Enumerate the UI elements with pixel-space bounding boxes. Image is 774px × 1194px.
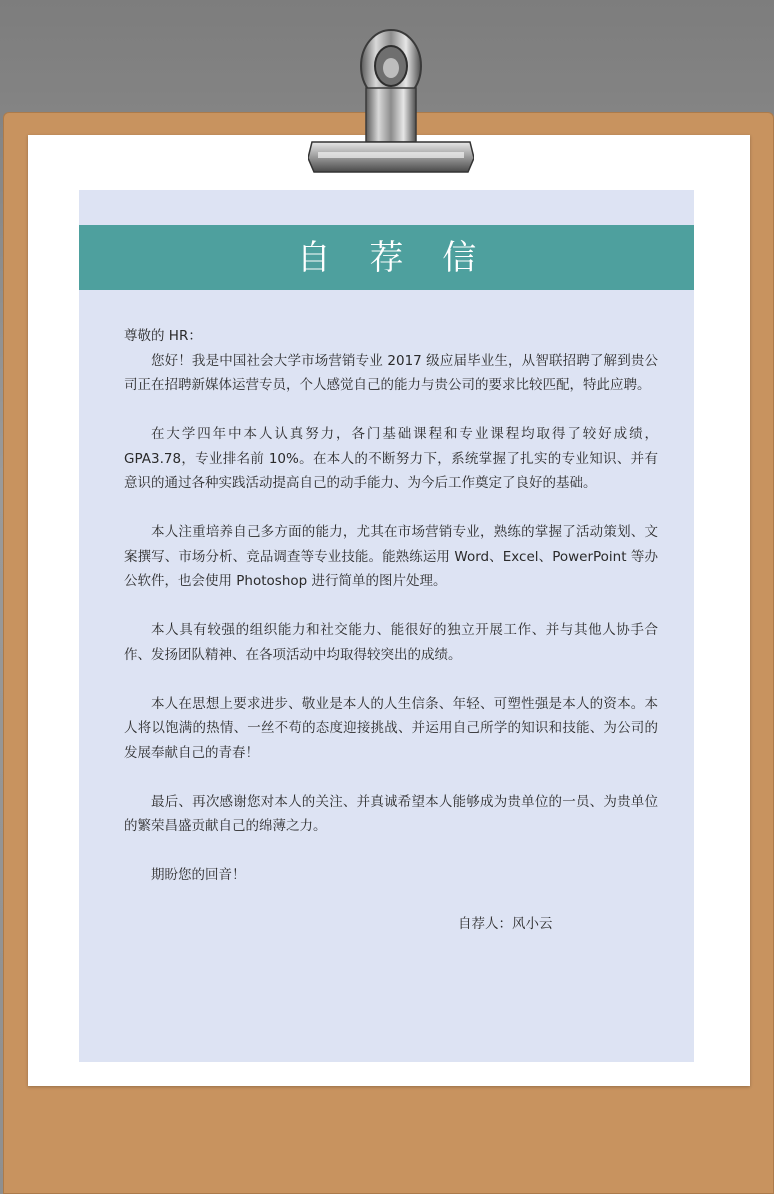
letter-paragraph-3: 本人注重培养自己多方面的能力，尤其在市场营销专业，熟练的掌握了活动策划、文案撰写、市场分析、竞品调查等专业技能。能熟练运用 Word、Excel、PowerPoint 等办公软件，也会使用 Photoshop 进行简单的图片处理。	[124, 524, 658, 589]
binder-clip-icon	[308, 24, 474, 176]
letter-paragraph-4: 本人具有较强的组织能力和社交能力、能很好的独立开展工作、并与其他人协手合作、发扬团队精神、在各项活动中均取得较突出的成绩。	[124, 622, 658, 663]
letter-paragraph-2: 在大学四年中本人认真努力，各门基础课程和专业课程均取得了较好成绩，GPA3.78，专业排名前 10%。在本人的不断努力下，系统掌握了扎实的专业知识、并有意识的通过各种实践活动提高自己的动手能力、为今后工作奠定了良好的基础。	[124, 426, 658, 491]
title-band	[79, 225, 694, 290]
letter-signature: 自荐人：风小云	[458, 916, 553, 932]
letter-closing: 期盼您的回音！	[151, 867, 246, 883]
letter-title: 自 荐 信	[296, 237, 491, 278]
letter-paragraph-5: 本人在思想上要求进步、敬业是本人的人生信条、年轻、可塑性强是本人的资本。本人将以饱满的热情、一丝不苟的态度迎接挑战、并运用自己所学的知识和技能、为公司的发展奉献自己的青春！	[124, 695, 658, 761]
letter-body	[124, 324, 658, 937]
letter-greeting: 尊敬的 HR：	[124, 328, 202, 344]
letter-paragraph-6: 最后、再次感谢您对本人的关注、并真诚希望本人能够成为贵单位的一员、为贵单位的繁荣昌盛贡献自己的绵薄之力。	[124, 793, 658, 834]
letter-paragraph-1: 您好！我是中国社会大学市场营销专业 2017 级应届毕业生，从智联招聘了解到贵公司正在招聘新媒体运营专员，个人感觉自己的能力与贵公司的要求比较匹配，特此应聘。	[124, 352, 658, 393]
